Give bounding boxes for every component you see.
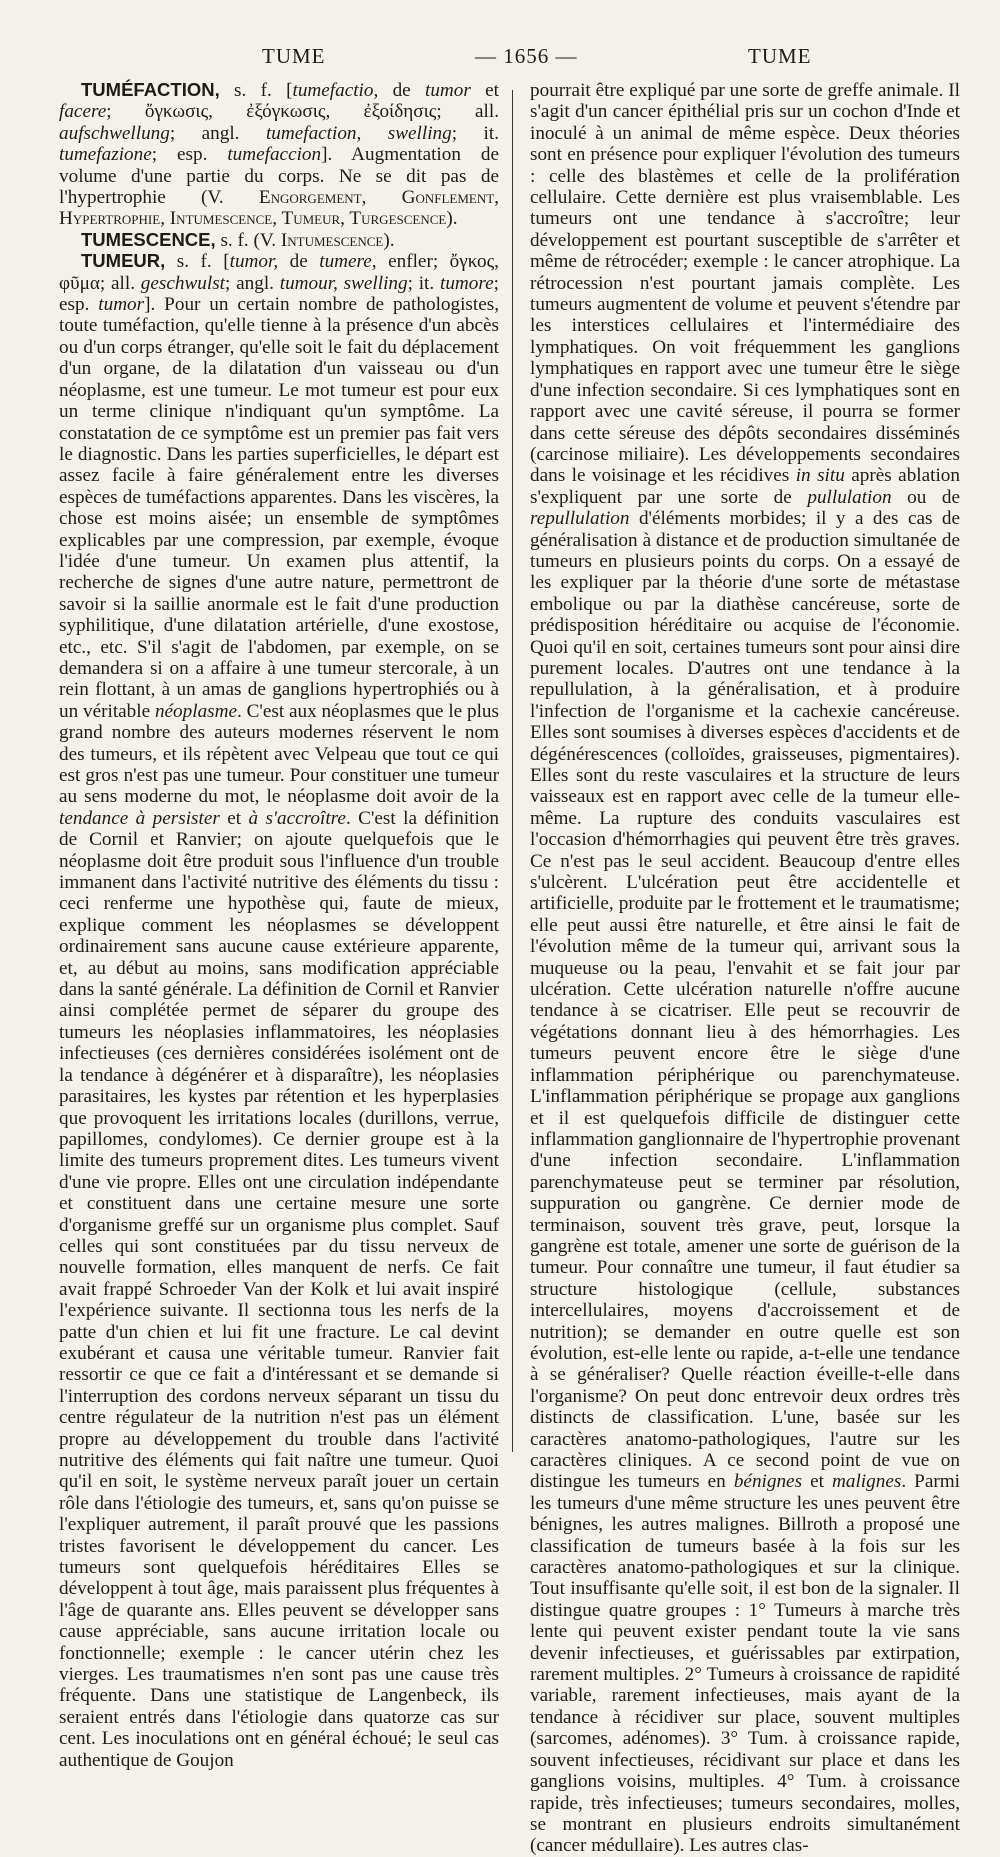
- headword: TUMESCENCE,: [81, 228, 216, 250]
- right-column: [530, 80, 960, 1857]
- running-head-right: TUME: [748, 44, 812, 68]
- entry-tumeur-continued: pourrait être expliqué par une sorte de greffe animale. Il s'agit d'un cancer épithélial pris sur un cochon d'Inde et inoculé à un animal de même espèce. Deux théories sont en présence pour expliquer l'évolution des tumeurs : celle des blastèmes et celle de la prolifération cellulaire. Cette dernière est plus vraisemblable. Les tumeurs ont une tendance à s'accroître; leur développement est pourtant susceptible de s'arrêter et même de rétrocéder; exemple : le cancer atrophique. La rétrocession n'est pourtant jamais complète. Les tumeurs augmentent de volume et peuvent s'étendre par les interstices cellulaires et l'intermédiaire des lymphatiques. On voit fréquemment les ganglions lymphatiques en rapport avec une tumeur être le siège d'une infection secondaire. Si ces lymphatiques sont en rapport avec une cavité séreuse, il pourra se former dans cette séreuse des dépôts secondaires disséminés (carcinose miliaire). Les développements secondaires dans le voisinage et les récidives in situ après ablation s'expliquent par une sorte de pullulation ou de repullulation d'éléments morbides; il y a des cas de généralisation à distance et de production simultanée de tumeurs en plusieurs points du corps. On a essayé de les expliquer par la théorie d'une sorte de métastase embolique ou par la diathèse cancéreuse, sorte de prédisposition héréditaire ou acquise de l'économie. Quoi qu'il en soit, certaines tumeurs sont pour ainsi dire purement locales. D'autres ont une tendance à la repullulation, à la généralisation, et à produire l'infection de l'organisme et la cachexie cancéreuse. Elles sont soumises à diverses espèces d'accidents et de dégénérescences (colloïdes, graisseuses, pigmentaires). Elles sont du reste vasculaires et la structure de leurs vaisseaux est en rapport avec celle de la tumeur elle-même. La rupture des conduits vasculaires est l'occasion d'hémorrhagies qui peuvent être très graves. Ce n'est pas le seul accident. Beaucoup d'entre elles s'ulcèrent. L'ulcération peut être accidentelle et artificielle, produite par le frottement et le traumatisme; elle peut aussi être naturelle, et être ainsi le fait de l'évolution même de la tumeur qui, arrivant sous la muqueuse ou la peau, l'envahit et se fait jour par ulcération. Cette ulcération naturelle n'offre aucune tendance à se cicatriser. Elle peut se recouvrir de végétations donnant lieu à des hémorrhagies. Les tumeurs peuvent encore être le siège d'une inflammation périphérique ou parenchymateuse. L'inflammation périphérique se propage aux ganglions et il est quelquefois difficile de distinguer cette inflammation ganglionnaire de l'hypertrophie provenant d'une infection secondaire. L'inflammation parenchymateuse peut se terminer par résolution, suppuration ou gangrène. Ce dernier mode de terminaison, souvent très grave, peut, lorsque la gangrène est totale, amener une sorte de guérison de la tumeur. Pour connaître une tumeur, il faut étudier sa structure histologique (cellule, substances intercellulaires, moyens d'accroissement et de nutrition); se demander en outre quelle est son évolution, est-elle lente ou rapide, a-t-elle une tendance à se généraliser? Quelle réaction éveille-t-elle dans l'organisme? On peut donc entrevoir deux ordres très distincts de classification. L'une, basée sur les caractères anatomo-pathologiques, l'autre sur les caractères cliniques. A ce second point de vue on distingue les tumeurs en bénignes et malignes. Parmi les tumeurs d'une même structure les unes peuvent être bénignes, les autres malignes. Billroth a proposé une classification de tumeurs basée à la fois sur les caractères anatomo-pathologiques et sur la clinique. Tout insuffisante qu'elle soit, il est bon de la signaler. Il distingue quatre groupes : 1° Tumeurs à marche très lente qui peuvent exister pendant toute la vie sans devenir infectieuses, et guérissables par extirpation, rarement multiples. 2° Tumeurs à croissance de rapidité variable, rarement infectieuses, mais ayant de la tendance à récidiver sur place, souvent multiples (sarcomes, adénomes). 3° Tum. à croissance rapide, souvent infectieuses, récidivant sur place et dans les ganglions voisins, multiples. 4° Tum. à croissance rapide, très infectieuses; tumeurs secondaires, molles, se montrant en plusieurs endroits simultanément (cancer médullaire). Les autres clas-: [530, 80, 960, 1857]
- left-column: [59, 79, 499, 1771]
- headword: TUMEUR,: [81, 250, 166, 272]
- headword: TUMÉFACTION,: [81, 79, 220, 100]
- column-divider: [512, 90, 513, 1452]
- entry-tumescence: TUMESCENCE, s. f. (V. Intumescence).: [81, 228, 395, 251]
- page-number: — 1656 —: [475, 44, 578, 68]
- entry-tumefaction: TUMÉFACTION, s. f. [tumefactio, de tumor et facere; ὄγκωσις, ἐξόγκωσις, ἐξοίδησις; all. aufschwellung; angl. tumefaction, swelling; it. tumefazione; esp. tumefaccion]. Augmentation de volume d'une partie du corps. Ne se dit pas de l'hypertrophie (V. Engorgement, Gonflement, Hypertrophie, Intumescence, Tumeur, Turgescence).: [59, 79, 499, 230]
- entry-tumeur: TUMEUR, s. f. [tumor, de tumere, enfler; ὄγκος, φῦμα; all. geschwulst; angl. tumour, swelling; it. tumore; esp. tumor]. Pour un certain nombre de pathologistes, toute tuméfaction, qu'elle tienne à la présence d'un abcès ou d'un corps étranger, qu'elle soit le fait du déplacement d'un organe, de la dilatation d'un vaisseau ou d'un néoplasme, est une tumeur. Le mot tumeur est pour eux un terme clinique n'indiquant qu'un symptôme. La constatation de ce symptôme est un premier pas fait vers le diagnostic. Dans les parties superficielles, le départ est assez facile à faire généralement entre les diverses espèces de tuméfactions apparentes. Dans les viscères, la chose est moins aisée; un ensemble de symptômes explicables par une compression, par exemple, évoque l'idée d'une tumeur. Un examen plus attentif, la recherche de signes d'une autre nature, permettront de savoir si la saillie anormale est le fait d'une production syphilitique, d'une dilatation artérielle, d'une exostose, etc., etc. S'il s'agit de l'abdomen, par exemple, on se demandera si on a affaire à une tumeur stercorale, à un rein flottant, à un amas de ganglions hypertrophiés ou à un véritable néoplasme. C'est aux néoplasmes que le plus grand nombre des auteurs modernes réservent le nom des tumeurs, et ils répètent avec Velpeau que tout ce qui est gros n'est pas une tumeur. Pour constituer une tumeur au sens moderne du mot, le néoplasme doit avoir de la tendance à persister et à s'accroître. C'est la définition de Cornil et Ranvier; on ajoute quelquefois que le néoplasme doit être produit sous l'influence d'un trouble immanent dans l'activité nutritive des éléments du tissu : ceci renferme une hypothèse qui, faute de mieux, explique comment les néoplasmes se développent ordinairement sans aucune cause extérieure apparente, et, au début au moins, sans modification appréciable dans la santé générale. La définition de Cornil et Ranvier ainsi complétée permet de séparer du groupe des tumeurs les néoplasies inflammatoires, les néoplasies infectieuses (ces dernières considérées isolément ont de la tendance à dégénérer et à disparaître), les néoplasies parasitaires, les kystes par rétention et les hyperplasies que provoquent les irritations locales (durillons, verrue, papillomes, condylomes). Ce dernier groupe est à la limite des tumeurs proprement dites. Les tumeurs vivent d'une vie propre. Elles ont une circulation indépendante et constituent dans une certaine mesure une sorte d'organisme greffé sur un organisme plus complet. Sauf celles qui sont constituées par du tissu nerveux de nouvelle formation, elles manquent de nerfs. Ce fait avait frappé Schroeder Van der Kolk et lui avait inspiré l'expérience suivante. Il sectionna tous les nerfs de la patte d'un chien et lui fit une fracture. Le cal devint exubérant et causa une véritable tumeur. Ranvier fait ressortir ce que ce fait a d'intéressant et se demande si l'interruption des cordons nerveux séparant un tissu du centre régulateur de la nutrition n'est pas un élément propre au développement du trouble dans l'activité nutritive des éléments qui fait naître une tumeur. Quoi qu'il en soit, le système nerveux paraît jouer un certain rôle dans l'étiologie des tumeurs, et, sans qu'on puisse se l'expliquer autrement, il paraît prouvé que les passions tristes favorisent le développement du cancer. Les tumeurs sont quelquefois héréditaires Elles se développent à tout âge, mais paraissent plus fréquentes à l'âge de quarante ans. Elles peuvent se développer sans cause appréciable, sans aucune irritation locale ou fonctionnelle; exemple : le cancer utérin chez les vierges. Les traumatismes n'en sont pas une cause très fréquente. Dans une statistique de Langenbeck, ils seraient entrés dans l'étiologie dans quatorze cas sur cent. Les inoculations ont en général échoué; le seul cas authentique de Goujon: [59, 250, 499, 1771]
- running-head-left: TUME: [262, 44, 326, 68]
